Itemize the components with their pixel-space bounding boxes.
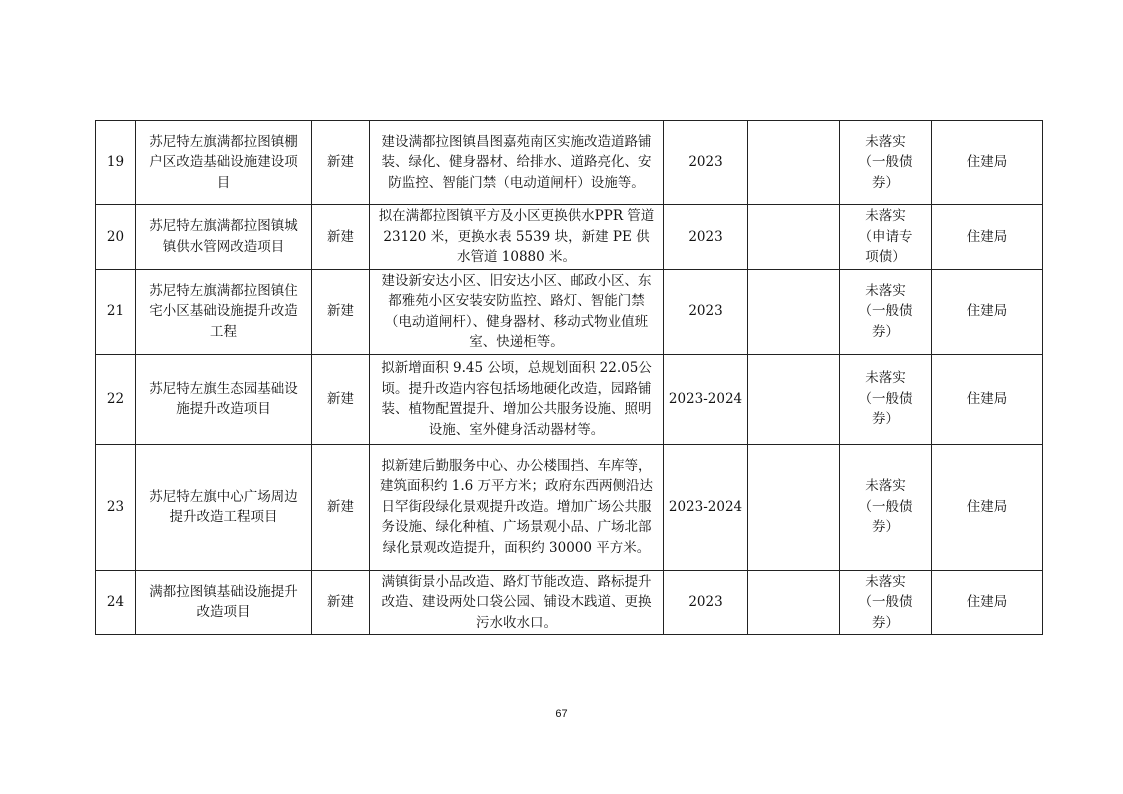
project-year: 2023 [664, 121, 748, 205]
funding-status: 未落实（一般债券） [840, 269, 932, 354]
project-content: 满镇街景小品改造、路灯节能改造、路标提升改造、建设两处口袋公园、铺设木践道、更换污水收水口。 [370, 570, 664, 635]
blank-cell [748, 121, 840, 205]
project-year: 2023-2024 [664, 354, 748, 444]
project-content: 拟在满都拉图镇平方及小区更换供水PPR 管道 23120 米，更换水表 5539 块，新建 PE 供水管道 10880 米。 [370, 205, 664, 270]
responsible-dept: 住建局 [932, 444, 1043, 570]
row-number: 21 [96, 269, 136, 354]
responsible-dept: 住建局 [932, 205, 1043, 270]
blank-cell [748, 269, 840, 354]
table-row [96, 269, 1043, 354]
row-number: 20 [96, 205, 136, 270]
blank-cell [748, 354, 840, 444]
row-number: 24 [96, 570, 136, 635]
project-table [95, 120, 1043, 635]
funding-status: 未落实（一般债券） [840, 354, 932, 444]
funding-status: 未落实（一般债券） [840, 121, 932, 205]
project-type: 新建 [312, 570, 370, 635]
blank-cell [748, 444, 840, 570]
project-name: 苏尼特左旗满都拉图镇城镇供水管网改造项目 [136, 205, 312, 270]
project-content: 建设满都拉图镇昌图嘉苑南区实施改造道路铺装、绿化、健身器材、给排水、道路亮化、安防监控、智能门禁（电动道闸杆）设施等。 [370, 121, 664, 205]
project-type: 新建 [312, 205, 370, 270]
project-content: 拟新建后勤服务中心、办公楼围挡、车库等，建筑面积约 1.6 万平方米；政府东西两侧沿达日罕街段绿化景观提升改造。增加广场公共服务设施、绿化种植、广场景观小品、广场北部绿化景观改造提升，面积约 30000 平方米。 [370, 444, 664, 570]
funding-status: 未落实（申请专项债） [840, 205, 932, 270]
project-name: 苏尼特左旗中心广场周边提升改造工程项目 [136, 444, 312, 570]
responsible-dept: 住建局 [932, 269, 1043, 354]
funding-status: 未落实（一般债券） [840, 570, 932, 635]
blank-cell [748, 570, 840, 635]
project-type: 新建 [312, 444, 370, 570]
project-name: 苏尼特左旗满都拉图镇棚户区改造基础设施建设项目 [136, 121, 312, 205]
page-number: 67 [555, 708, 568, 720]
project-name: 苏尼特左旗生态园基础设施提升改造项目 [136, 354, 312, 444]
project-type: 新建 [312, 269, 370, 354]
project-year: 2023 [664, 269, 748, 354]
row-number: 23 [96, 444, 136, 570]
project-name: 苏尼特左旗满都拉图镇住宅小区基础设施提升改造工程 [136, 269, 312, 354]
table-row [96, 444, 1043, 570]
project-name: 满都拉图镇基础设施提升改造项目 [136, 570, 312, 635]
table-row [96, 570, 1043, 635]
blank-cell [748, 205, 840, 270]
responsible-dept: 住建局 [932, 570, 1043, 635]
project-type: 新建 [312, 354, 370, 444]
project-year: 2023 [664, 205, 748, 270]
row-number: 22 [96, 354, 136, 444]
project-year: 2023 [664, 570, 748, 635]
responsible-dept: 住建局 [932, 121, 1043, 205]
table-row [96, 121, 1043, 205]
table-row [96, 354, 1043, 444]
responsible-dept: 住建局 [932, 354, 1043, 444]
project-year: 2023-2024 [664, 444, 748, 570]
funding-status: 未落实（一般债券） [840, 444, 932, 570]
table-row [96, 205, 1043, 270]
project-type: 新建 [312, 121, 370, 205]
row-number: 19 [96, 121, 136, 205]
project-content: 拟新增面积 9.45 公顷，总规划面积 22.05公顷。提升改造内容包括场地硬化改造，园路铺装、植物配置提升、增加公共服务设施、照明设施、室外健身活动器材等。 [370, 354, 664, 444]
project-content: 建设新安达小区、旧安达小区、邮政小区、东都雅苑小区安装安防监控、路灯、智能门禁（电动道闸杆）、健身器材、移动式物业值班室、快递柜等。 [370, 269, 664, 354]
